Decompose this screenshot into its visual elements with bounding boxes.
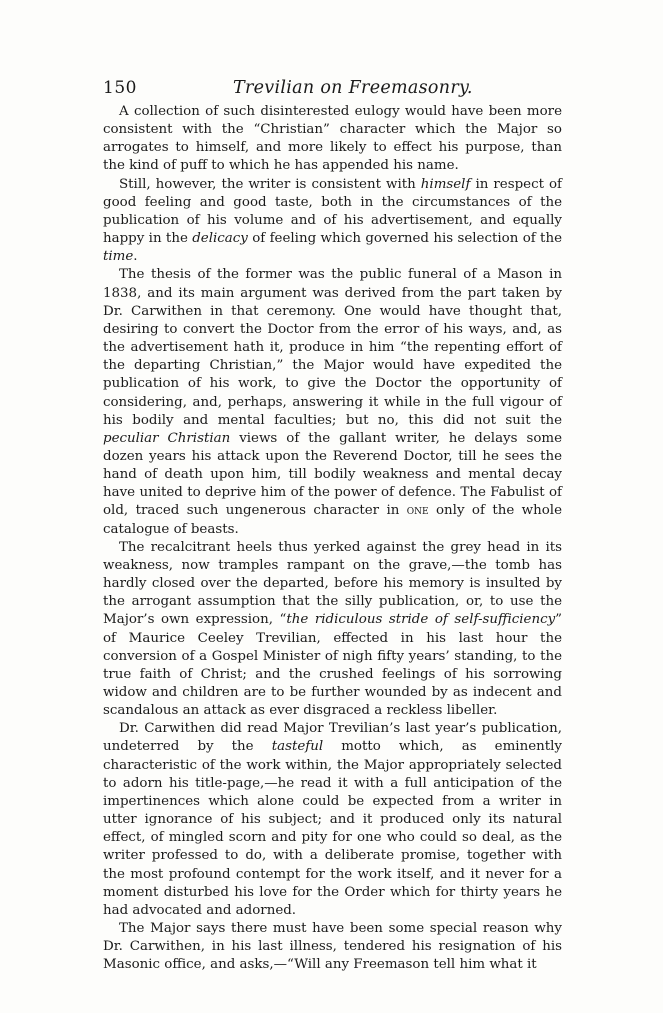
text-run: Dr. Carwithen did read Major Trevilian’s last year’s publication, undeterred by the [103,721,562,755]
paragraph-5 [103,720,562,920]
body-text [103,103,562,975]
page-header [103,78,563,102]
text-run: The thesis of the former was the public funeral of a Mason in 1838, and its main argument was derived from the part taken by Dr. Carwithen in that ceremony. One would have thought that, desiring to convert the Doctor from the error of his ways, and, as the advertisement hath it, produce in him “the repenting effort of the departing Christian,” the Major would have expedited the publication of his work, to give the Doctor the opportunity of considering, and, perhaps, answering it while in the full vigour of his bodily and mental faculties; but no, this did not suit the [103,267,562,428]
text-run: only of the whole catalogue of beasts. [103,503,562,537]
text-run: motto which, as eminently characteristic of the work within, the Major appropriately selected to adorn his title-page,—he read it with a full anticipation of the impertinences which alone could be expected from a writer in utter ignorance of his subject; and it produced only its natural effect, of mingled scorn and pity for one who could so deal, as the writer professed to do, with a deliberate promise, together with the most profound contempt for the work itself, and it never for a moment disturbed his love for the Order which for thirty years he had advocated and adorned. [103,739,562,918]
text-run: ” of Maurice Ceeley Trevilian, effected in his last hour the conversion of a Gospel Minister of nigh fifty years’ standing, to the true faith of Christ; and the crushed feelings of his sorrowing widow and children are to be further wounded by as indecent and scandalous an attack as ever disgraced a reckless libeller. [103,612,562,719]
italic-phrase: tasteful [271,739,324,755]
paragraph-1 [103,103,562,176]
text-run: in respect of good feeling and good taste, both in the circumstances of the publication of his volume and of his advertisement, and equally happy in the [103,176,562,247]
italic-phrase: peculiar Christian [103,430,231,446]
paragraph-2 [103,176,562,267]
italic-phrase: delicacy [192,231,248,247]
paragraph-3 [103,266,562,538]
italic-phrase: the ridiculous stride of self-sufficiency [286,612,556,628]
small-caps-word: one [406,503,429,519]
paragraph-6 [103,920,562,974]
text-run: views of the gallant writer, he delays some dozen years his attack upon the Reverend Doctor, till he sees the hand of death upon him, till bodily weakness and mental decay have united to deprive him of the power of defence. The Fabulist of old, traced such ungenerous character in [103,430,563,519]
running-title: Trevilian on Freemasonry. [233,78,473,98]
text-run: of feeling which governed his selection of the [247,231,562,247]
text-run: A collection of such disinterested eulogy would have been more consistent with the “Christian” character which the Major so arrogates to himself, and more likely to effect his purpose, than the kind of puff to which he has appended his name. [103,104,562,174]
page-number: 150 [103,78,137,98]
paragraph-4 [103,539,562,721]
italic-phrase: himself [420,176,471,192]
text-run: The Major says there must have been some special reason why Dr. Carwithen, in his last illness, tendered his resignation of his Masonic office, and asks,—“Will any Freemason tell him what it [103,921,562,973]
italic-phrase: time [103,249,134,265]
text-run: Still, however, the writer is consistent with [119,176,421,192]
text-run: The recalcitrant heels thus yerked against the grey head in its weakness, now tramples rampant on the grave,—the tomb has hardly closed over the departed, before his memory is insulted by the arrogant assumption that the silly publication, or, to use the Major’s own expression, “ [103,539,562,628]
text-run: . [133,249,138,265]
